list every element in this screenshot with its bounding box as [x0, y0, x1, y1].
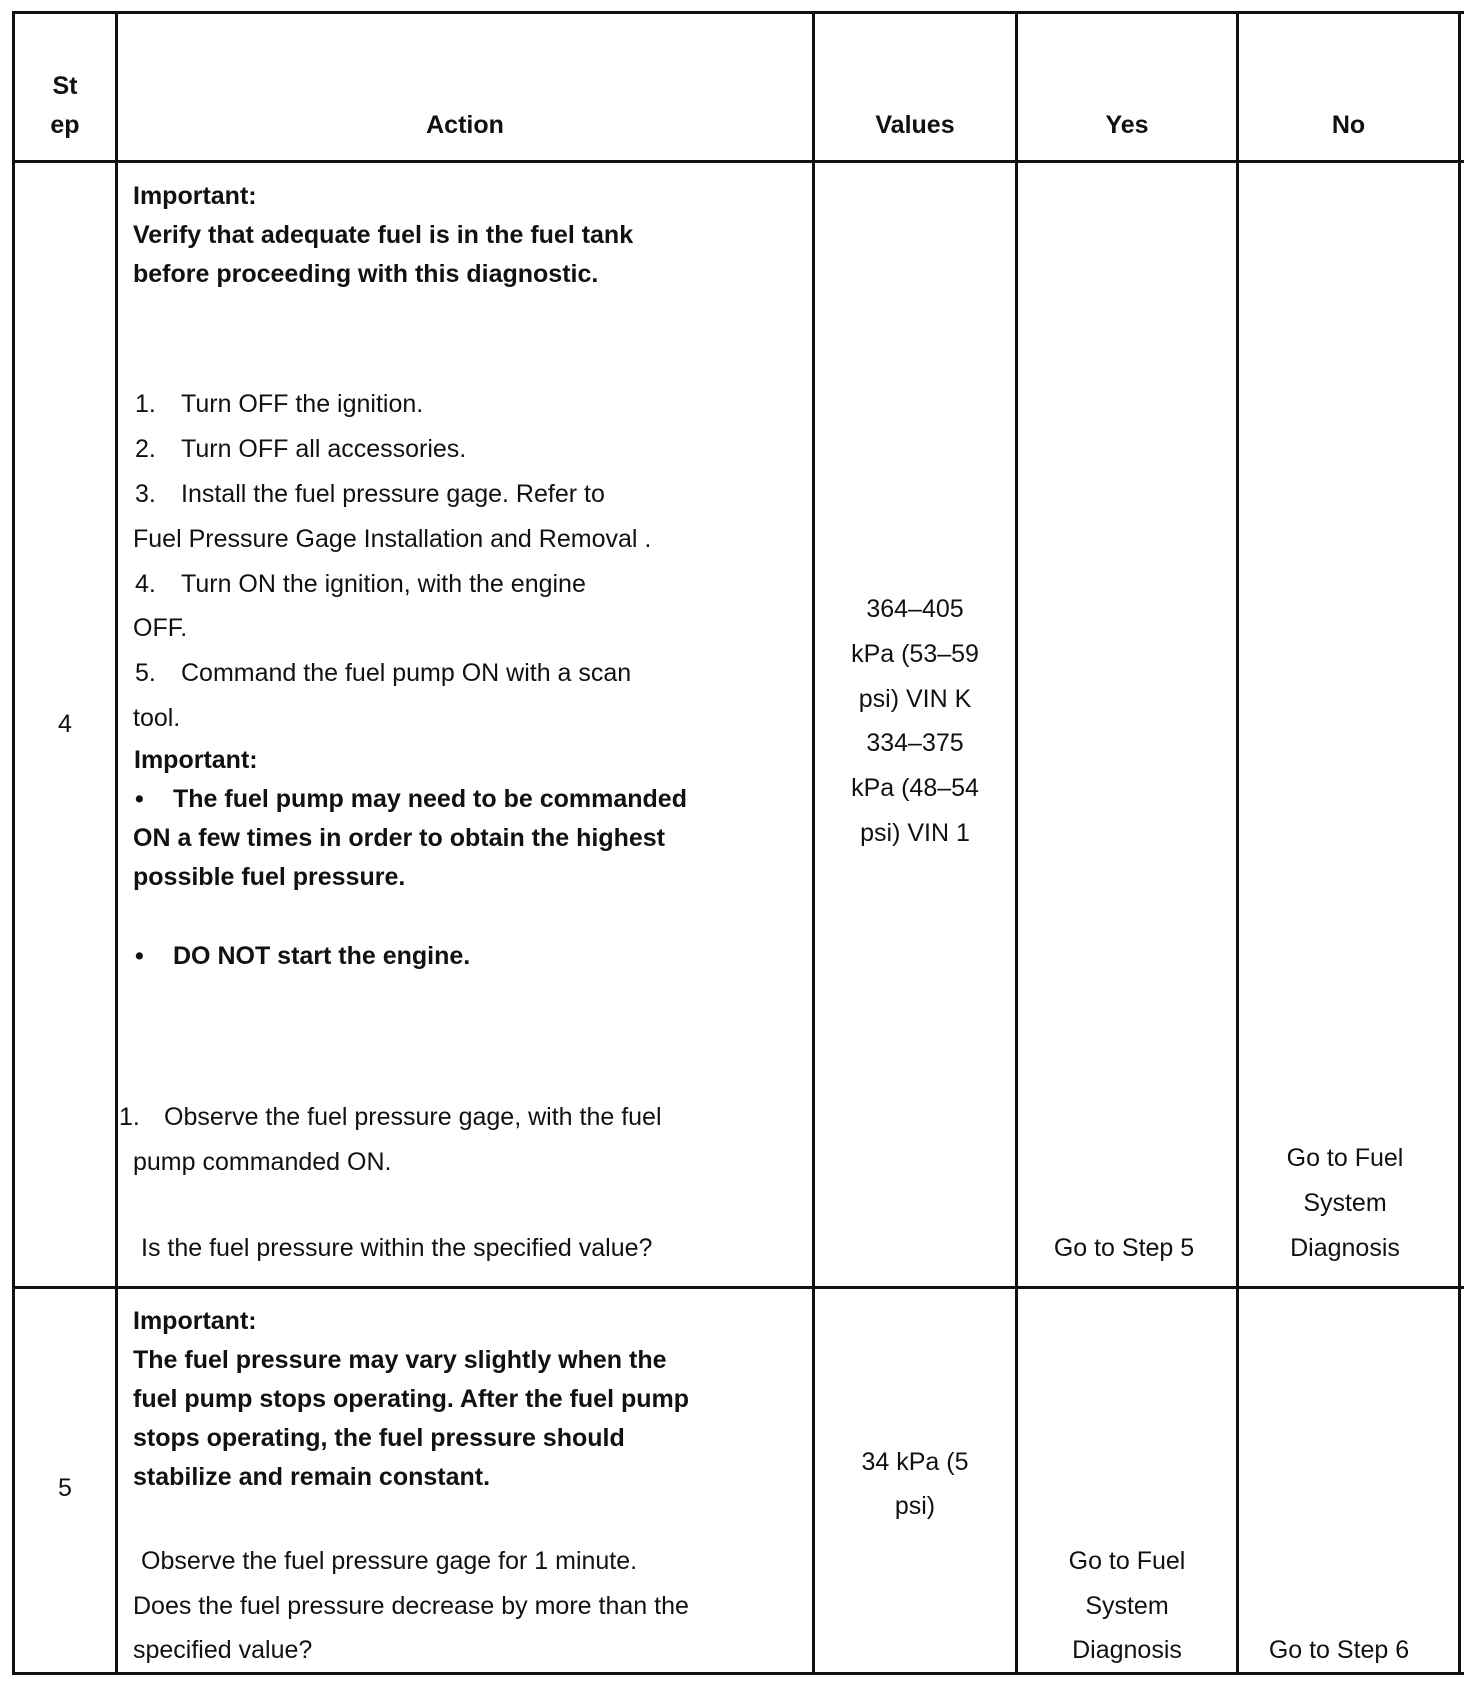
list-item-number: 1.: [119, 1103, 140, 1131]
no-link[interactable]: Go to Step 6: [1268, 1636, 1410, 1664]
list-item-continuation: pump commanded ON.: [133, 1148, 392, 1176]
list-item-number: 5.: [135, 659, 156, 687]
value-line: 364–405: [866, 595, 964, 623]
important-text: The fuel pressure may vary slightly when the: [133, 1346, 667, 1374]
list-item: Turn OFF the ignition.: [181, 390, 424, 418]
no-link-line[interactable]: System: [1303, 1189, 1387, 1217]
no-link-line[interactable]: Go to Fuel: [1286, 1144, 1404, 1172]
header-divider: [12, 160, 1464, 163]
col-divider-values: [1015, 11, 1018, 1675]
important-label: Important:: [133, 1307, 257, 1335]
list-item: Install the fuel pressure gage. Refer to: [181, 480, 605, 508]
step-number: 4: [58, 710, 72, 738]
question-text: Does the fuel pressure decrease by more than the: [133, 1592, 689, 1620]
reference-link[interactable]: Fuel Pressure Gage Installation and Removal .: [133, 525, 652, 553]
question-text: specified value?: [133, 1636, 313, 1664]
value-line: 34 kPa (5: [861, 1448, 969, 1476]
important-text: fuel pump stops operating. After the fuel pump: [133, 1385, 690, 1413]
value-line: kPa (53–59: [851, 640, 979, 668]
value-line: kPa (48–54: [851, 774, 979, 802]
bullet-icon: •: [135, 785, 144, 813]
important-text: before proceeding with this diagnostic.: [133, 260, 599, 288]
important-text: The fuel pump may need to be commanded: [173, 785, 687, 813]
yes-link-line[interactable]: Diagnosis: [1072, 1636, 1182, 1664]
border-left: [12, 11, 15, 1675]
header-step-line2: ep: [50, 111, 80, 139]
value-line: psi): [894, 1492, 936, 1520]
yes-link-line[interactable]: System: [1085, 1592, 1169, 1620]
list-item: Observe the fuel pressure gage, with the fuel: [164, 1103, 662, 1131]
list-item: Turn OFF all accessories.: [181, 435, 467, 463]
question-text: Is the fuel pressure within the specified value?: [141, 1234, 653, 1262]
value-line: 334–375: [866, 729, 964, 757]
important-text: ON a few times in order to obtain the highest: [133, 824, 665, 852]
list-item: Turn ON the ignition, with the engine: [181, 570, 586, 598]
list-item-continuation: tool.: [133, 704, 181, 732]
important-text: DO NOT start the engine.: [173, 942, 471, 970]
yes-link[interactable]: Go to Step 5: [1053, 1234, 1195, 1262]
header-values: Values: [875, 111, 955, 139]
value-line: psi) VIN K: [858, 685, 972, 713]
list-item-number: 4.: [135, 570, 156, 598]
list-item-number: 3.: [135, 480, 156, 508]
list-item-number: 1.: [135, 390, 156, 418]
header-yes: Yes: [1105, 111, 1149, 139]
header-no: No: [1331, 111, 1366, 139]
col-divider-yes: [1236, 11, 1239, 1675]
bullet-icon: •: [135, 942, 144, 970]
important-label: Important:: [133, 182, 257, 210]
header-action: Action: [426, 111, 504, 139]
list-item-continuation: OFF.: [133, 614, 188, 642]
border-top: [12, 11, 1464, 14]
important-text: possible fuel pressure.: [133, 863, 406, 891]
important-text: Verify that adequate fuel is in the fuel tank: [133, 221, 634, 249]
step-number: 5: [58, 1474, 72, 1502]
instruction-text: Observe the fuel pressure gage for 1 minute.: [141, 1547, 638, 1575]
border-right: [1458, 11, 1461, 1675]
value-line: psi) VIN 1: [860, 819, 970, 847]
important-text: stabilize and remain constant.: [133, 1463, 491, 1491]
row-divider: [12, 1286, 1464, 1289]
important-label: Important:: [134, 746, 258, 774]
yes-link-line[interactable]: Go to Fuel: [1068, 1547, 1186, 1575]
header-step-line1: St: [52, 72, 78, 100]
col-divider-step: [115, 11, 118, 1675]
list-item-number: 2.: [135, 435, 156, 463]
no-link-line[interactable]: Diagnosis: [1290, 1234, 1400, 1262]
border-bottom: [12, 1672, 1464, 1675]
list-item: Command the fuel pump ON with a scan: [181, 659, 632, 687]
important-text: stops operating, the fuel pressure should: [133, 1424, 625, 1452]
